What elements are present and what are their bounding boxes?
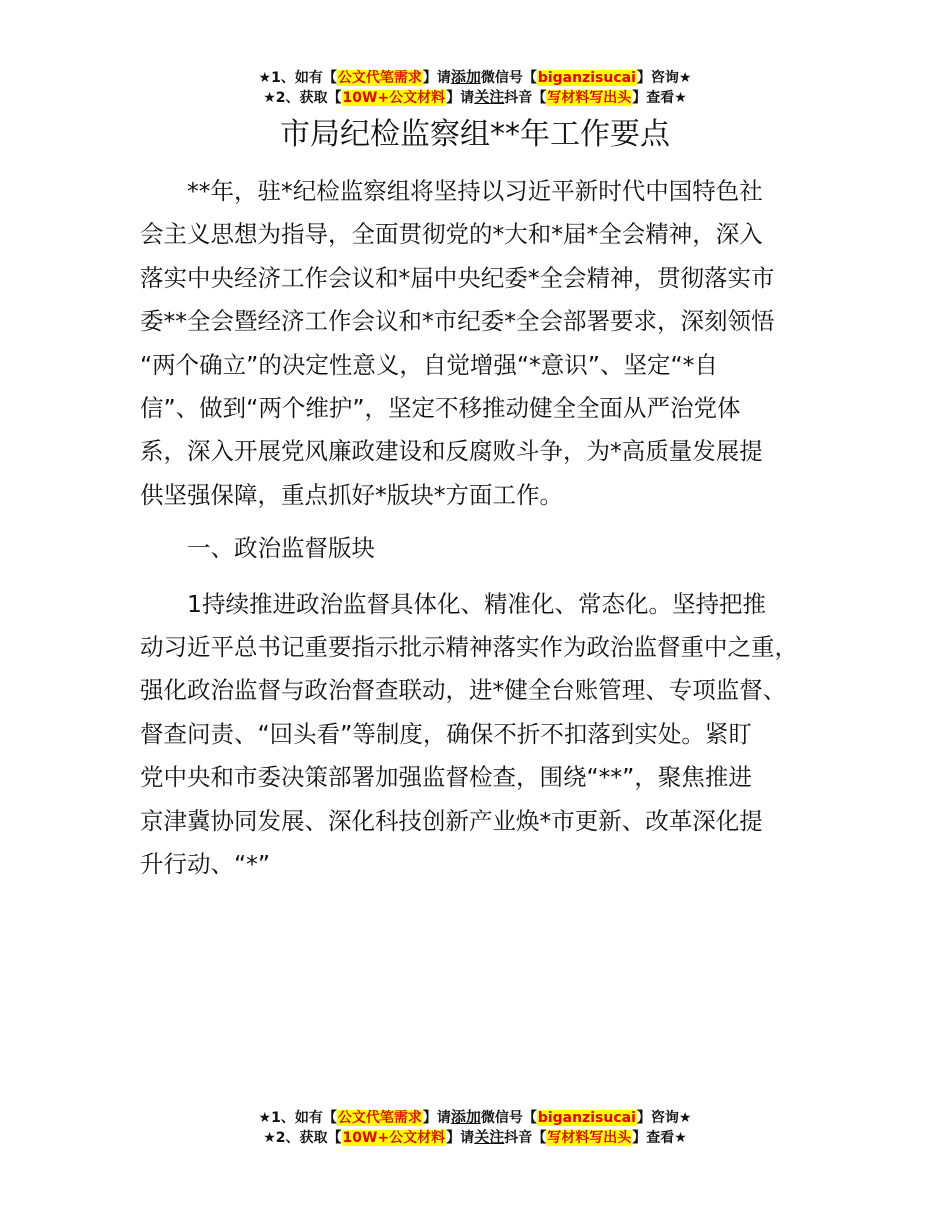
document-body bbox=[140, 170, 840, 887]
banner-highlight: biganzisucai bbox=[537, 70, 636, 86]
text-line: 落实中央经济工作会议和*届中央纪委*全会精神，贯彻落实市 bbox=[140, 263, 775, 292]
banner-line-1 bbox=[0, 1108, 950, 1128]
top-banner bbox=[0, 68, 950, 108]
banner-underlined-text: 添加 bbox=[450, 1108, 481, 1126]
banner-text: ★1、如有【 bbox=[258, 1110, 337, 1126]
text-line: “两个确立”的决定性意义，自觉增强“*意识”、坚定“*自 bbox=[140, 350, 718, 379]
banner-line-2 bbox=[0, 1128, 950, 1148]
bottom-banner bbox=[0, 1108, 950, 1148]
banner-text: 】咨询★ bbox=[636, 1110, 692, 1126]
banner-text: ★1、如有【 bbox=[258, 70, 337, 86]
text-line: 一、政治监督版块 bbox=[187, 534, 375, 563]
text-line: 动习近平总书记重要指示批示精神落实作为政治监督重中之重， bbox=[140, 633, 798, 662]
banner-text: 】请 bbox=[446, 1130, 475, 1146]
banner-underlined-text: 关注 bbox=[474, 1128, 505, 1146]
banner-highlight: 10W+公文材料 bbox=[342, 1130, 446, 1146]
banner-text: 微信号【 bbox=[480, 1110, 537, 1126]
intro-paragraph bbox=[140, 170, 840, 517]
banner-highlight: 公文代笔需求 bbox=[337, 70, 422, 86]
banner-text: 抖音【 bbox=[504, 90, 547, 106]
banner-highlight: 写材料写出头 bbox=[547, 90, 632, 106]
banner-highlight: 公文代笔需求 bbox=[337, 1110, 422, 1126]
banner-underlined-text: 添加 bbox=[450, 68, 481, 86]
text-line: 督查问责、“回头看”等制度，确保不折不扣落到实处。紧盯 bbox=[140, 719, 752, 748]
banner-underlined-text: 关注 bbox=[474, 88, 505, 106]
text-line: 1持续推进政治监督具体化、精准化、常态化。坚持把推 bbox=[187, 589, 766, 618]
text-line: 系，深入开展党风廉政建设和反腐败斗争，为*高质量发展提 bbox=[140, 437, 763, 466]
text-line: 党中央和市委决策部署加强监督检查，围绕“**”，聚焦推进 bbox=[140, 763, 752, 792]
text-line: 强化政治监督与政治督查联动，进*健全台账管理、专项监督、 bbox=[140, 676, 787, 705]
banner-line-1 bbox=[0, 68, 950, 88]
banner-text: 】查看★ bbox=[632, 90, 687, 106]
banner-text: 】咨询★ bbox=[636, 70, 692, 86]
text-line: 信”、做到“两个维护”，坚定不移推动健全全面从严治党体 bbox=[140, 394, 741, 423]
text-line: 升行动、“*” bbox=[140, 850, 271, 879]
banner-text: ★2、获取【 bbox=[263, 1130, 342, 1146]
document-title: 市局纪检监察组**年工作要点 bbox=[280, 117, 670, 152]
banner-text: 】查看★ bbox=[632, 1130, 687, 1146]
point-paragraph bbox=[140, 583, 840, 887]
text-line: 会主义思想为指导，全面贯彻党的*大和*届*全会精神，深入 bbox=[140, 220, 763, 249]
banner-text: 抖音【 bbox=[504, 1130, 547, 1146]
banner-text: 】请 bbox=[422, 1110, 451, 1126]
text-line: 供坚强保障，重点抓好*版块*方面工作。 bbox=[140, 480, 563, 509]
banner-highlight: biganzisucai bbox=[537, 1110, 636, 1126]
banner-line-2 bbox=[0, 88, 950, 108]
banner-text: 】请 bbox=[422, 70, 451, 86]
text-line: 京津冀协同发展、深化科技创新产业焕*市更新、改革深化提 bbox=[140, 806, 763, 835]
banner-text: 】请 bbox=[446, 90, 475, 106]
section-heading bbox=[140, 527, 840, 570]
banner-text: ★2、获取【 bbox=[263, 90, 342, 106]
text-line: **年，驻*纪检监察组将坚持以习近平新时代中国特色社 bbox=[187, 177, 763, 205]
banner-highlight: 写材料写出头 bbox=[547, 1130, 632, 1146]
banner-text: 微信号【 bbox=[480, 70, 537, 86]
banner-highlight: 10W+公文材料 bbox=[342, 90, 446, 106]
text-line: 委**全会暨经济工作会议和*市纪委*全会部署要求，深刻领悟 bbox=[140, 307, 775, 336]
